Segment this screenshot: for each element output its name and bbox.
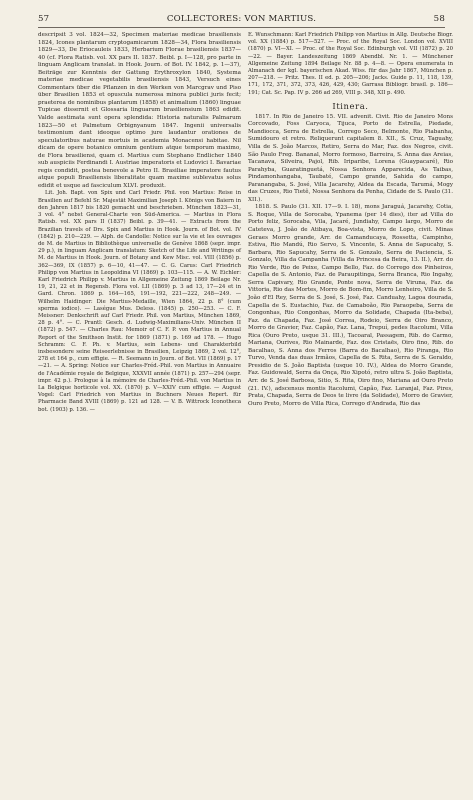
- page-number-left: 57: [38, 14, 50, 24]
- literature-paragraph: Lit. Joh. Bapt. von Spix und Carl Friedr. Phil. von Martius: Reise in Brasilien auf Befehl Sr. Majestät Maximilian Joseph I. Königs von Baiern in den Jahren 1817 bis 1820 gemacht und beschrieben. München 1823—31, 3 vol. 4° nebst General-Charte von Süd-America. — Martius in Flora Ratisb. vol. XX pars II (1837) Beibl. p. 39—41. — Extracts from the Brazilian travels of Drs. Spix and Martius in Hook. Journ. of Bot. vol. IV (1842) p. 210—229. — Alph. de Candolle: Notice sur la vie et les ouvrages de M. de Martius in Bibliothèque universelle de Genève 1868 (sepr. impr. 29 p.), in linguam Anglicam translatum: Sketch of the Life and Writings of M. de Martius in Hook. Journ. of Botany and Kew Misc. vol. VIII (1856) p. 362—369, IX (1857) p. 6—10, 41—47. — C. G. Carus: Carl Friedrich Philipp von Martius in Leopoldina VI (1869) p. 103—115. — A. W. Eichler: Karl Friedrich Philipp v. Martius in Allgemeine Zeitung 1869 Beilage Nr. 19, 21, 22 et in Regensb. Flora vol. LII (1869) p. 3 ad 13, 17—24 et in Gard. Chron. 1869 p. 164—165, 191—192, 221—222, 248—249. — Wilhelm Haidinger: Die Martius-Medaille, Wien 1864, 22 p. 8° (cum sperma iodice). — Laségue Mus. Deless. (1845) p. 250—253. — C. F. Meissner: Denkschrift auf Carl Friedr. Phil. von Martius, München 1869, 28 p. 4°. — C. Prantl: Gesch. d. Ludwig-Maximilians-Univ. München II (1872) p. 547. — Charles Rau: Memoir of C. F. P. von Martius in Annual Report of the Smithson Instit. for 1869 (1871) p. 169 ad 178. — Hugo Schramm: C. F. Ph. v. Martius, sein Lebens- und Charakterbild insbesondere seine Reiseerlebnisse in Brasilien, Leipzig 1869, 2 vol. 12°, 278 et 164 p., cum effigie. — R. Seemann in Journ. of Bot. VII (1869) p. 17—21. — A. Spring: Notice sur Charles-Fréd.-Phil. von Martius in Annuaire de l'Académie royale de Belgique, XXXVII année (1871) p. 257—294 (sepr. impr. 42 p.). Prologue à la mémoire de Charles-Fréd.-Phil. von Martius in La Belgique horticole vol. XX. (1870) p. V—XXIV cum effigie. — August Vogel: Carl Friedrich von Martius in Buchners Neues Repert. für Pharmacie Band XVIII (1869) p. 121 ad 128. — V. B. Wittrock Iconotheca bot. (1903) p. 136. —: [38, 190, 241, 413]
- itinera-heading: Itinera.: [332, 100, 369, 111]
- header-rule: [38, 27, 445, 28]
- page-header: [38, 14, 445, 28]
- literature-continuation: E. Wunschmann: Karl Friedrich Philipp von Martius in Allg. Deutsche Biogr. vol. XX (1884) p. 517—527. — Proc. of the Royal Soc. London vol. XVIII (1870) p. VI—XI. — Proc. of the Royal Soc. Edinburgh vol. VII (1872) p. 20—22. — Bayer. Landeszeitung 1869 Abendbl. Nr. 1. — Münchener Allgemeine Zeitung 1894 Beilage Nr. 88 p. 4—8. — Opera enumerata in Almanach der kgl. bayerischen Akad. Wiss. für das Jahr 1867, München p. 207—218. — Pritz. Thes. II ed. p. 205—206; Jacks. Guide p. 11, 118, 139, 171, 172, 371, 372, 373, 426, 429, 430; Garrasa Bibliogr. brasil. p. 186—191; Cat. Sc. Pap. IV p. 266 ad 269, VIII p. 348, XII p. 490.: [248, 32, 453, 96]
- itinera-1817-paragraph: 1817. In Rio de Janeiro 15. VII. advenit. Civit. Rio de Janeiro Mons Corcovado, Foss Caryoca, Tijuca, Porto de Estrella, Piedade, Mandiocca, Serra de Estrella, Corrego Seco, Belmonte, Rio Piabanha, Sumidouro et retro. Reliquerunt capitalem 8. XII., S. Cruz, Taguahy, Villa de S. João Marcos, Retiro, Serra do Mar, Faz. dos Negros, civit. São Paulo Freg. Bananal, Morro formoso, Barreira, S. Anna das Areias, Tacanava, Silveira, Pajol, Rib. Iriparibe, Lorena (Guaypacaré), Rio Parahyba, Guaratinguetá, Nossa Senhora Apparecida, As Taibas, Pindamonhangaba, Taubaté, Campo grande, Sahida do campo, Paranangaba, S. José, Villa Jacarehy, Aldea da Escada, Tarumá, Mogy das Cruzes, Rio Tietê, Nossa Senhora da Penha, Cidade de S. Paulo (31. XII.).: [248, 113, 453, 203]
- itinera-1818-paragraph: 1818. S. Paulo (31. XII. 17—9. I. 18), mons Jaraguá, Jacarehy, Cotia, S. Roque, Villa de Sorocaba, Ypanema (per 14 dies), iter ad Villa do Porto feliz, Sorocaba, Vila, Jacaré, Jundiahy, Campo largo, Morro de Cateteva, J. João de Atibaya, Boa-vista, Morro de Lopo, civit. Minas Geraes Morro grande, Arr. de Camanducaya, Rossetta, Campinho, Estiva, Rio Mandú, Rio Servo, S. Vincente, S. Anna de Sapucahy, S. Barbara, Rio Sapucahy, Serra de S. Gonzalo, Serra de Paciencia, S. Gonzalo, Villa da Campanha (Villa da Princesa da Beira, 13. II.), Arr. do Rio Verde, Rio de Peixe, Campo Bello, Faz. do Corrego dos Pinheiros, Capella de S. Antonio, Faz. de Paraupitinga, Serra Branca, Rio Ingahy, Serra Capivary, Rio Grande, Ponte nova, Serra de Viruna, Faz. da Vittoria, Rio das Mortes, Morro de Bom-fim, Morro Lenheiro, Villa de S. João d'El Rey, Serra de S. José, S. José, Faz. Canduahy, Lagoa dourada, Capella de S. Eustachio, Faz. de Camaboão, Rio Paraopeba, Serra de Congonhas, Rio Congonhas, Morro da Solidade, Chapada (Ita-beba), Faz. da Chapada, Faz. José Correa, Rodeio, Serra de Oiro Branco, Morro de Gravier, Faz. Capão, Faz. Lana, Trepuí, pedes Itacolumi, Villa Rica (Ouro Preto, usque 31. III.), Tacoaral, Passagem, Rib. do Carmo, Mariana, Ourives, Rio Mainarde, Faz. dos Cristaēs, Oiro fino, Rib. do Bacalhao, S. Anna dos Ferros (Barra do Bacalhao), Rio Piranga, Rio Turvo, Venda das duas Irmãos, Capella de S. Rita, Serra de S. Geraldo, Presidio de S. João Baptista (usque 10. IV.), Aldea do Morro Grande, Faz. Guidowald, Serra da Onça, Rio Xipotó, retro ultra S. João Baptista, Arr. de S. José Barbosa, Sitio, S. Rita, Oiro fino, Mariana ad Ouro Preto (21. IV.), adscensus montis Itacolumi, Capão, Faz. Laranjal, Faz. Pires, Prata, Chapada, Serra de Deos te livre (da Solidade), Morro de Gravier, Ouro Preto, Morro de Villa Rica, Corrego d'Andrada, Rio das: [248, 204, 453, 407]
- biography-paragraph: descripsit 3 vol. 1824—32, Specimen materiae medicae brasiliensis 1824, Icones plantarum cryptogamicarum 1828—34, Flora brasiliensis 1829—33, De Eriocauleis 1833, Herbarium Florae brasiliensis 1837—40 (cf. Flora Ratisb. vol. XX pars II. 1837. Beibl. p. I—128, pro parte in linguam Anglicam translat. in Hook. Journ. of Bot. IV. 1842, p. 1—37), Beiträge zur Kenntnis der Gattung Erythroxylon 1840, Systema materiae medicae vegetabilis brasiliensis 1843, Versuch eines Commentars über die Pflanzen in den Werken von Marcgrav und Piso über Brasilien 1853 et opuscula numerosa minora publici juris fecit; praeterea de nominibus plantarum (1858) et animalium (1860) linguae Tupicae dissernit et Glossaria linguarum brasiliensium 1863 edidit. Valde aestimata sunt opera splendida: Historia naturalis Palmarum 1823—50 et Palmetum Orbignyanum 1847. Ingenii universalis testimonium dant ideoque optimo jure laudantur orationes de speculatoribus naturae mortuis in academia Monacensi habitae. Nil dicam de opere botanico omnium gentium atque temporum maximo, de Flora brasiliensi, quam cl. Martius cum Stephano Endlicher 1840 sub auspiciis Ferdinandi I. Austriae imperatoris et Ludovici I. Bavariae regis condidit, postea benevole a Petro II. Brasiliae imperatore fautus atque populi Brasiliensis liberalitate quam maxime sublevatus solus edidit et usque ad fasciculum XLVI. produxit.: [38, 32, 241, 189]
- right-column: [248, 32, 453, 408]
- left-column: [38, 32, 241, 414]
- page-number-right: 58: [433, 14, 445, 24]
- running-title: COLLECTORES: VON MARTIUS.: [166, 14, 317, 24]
